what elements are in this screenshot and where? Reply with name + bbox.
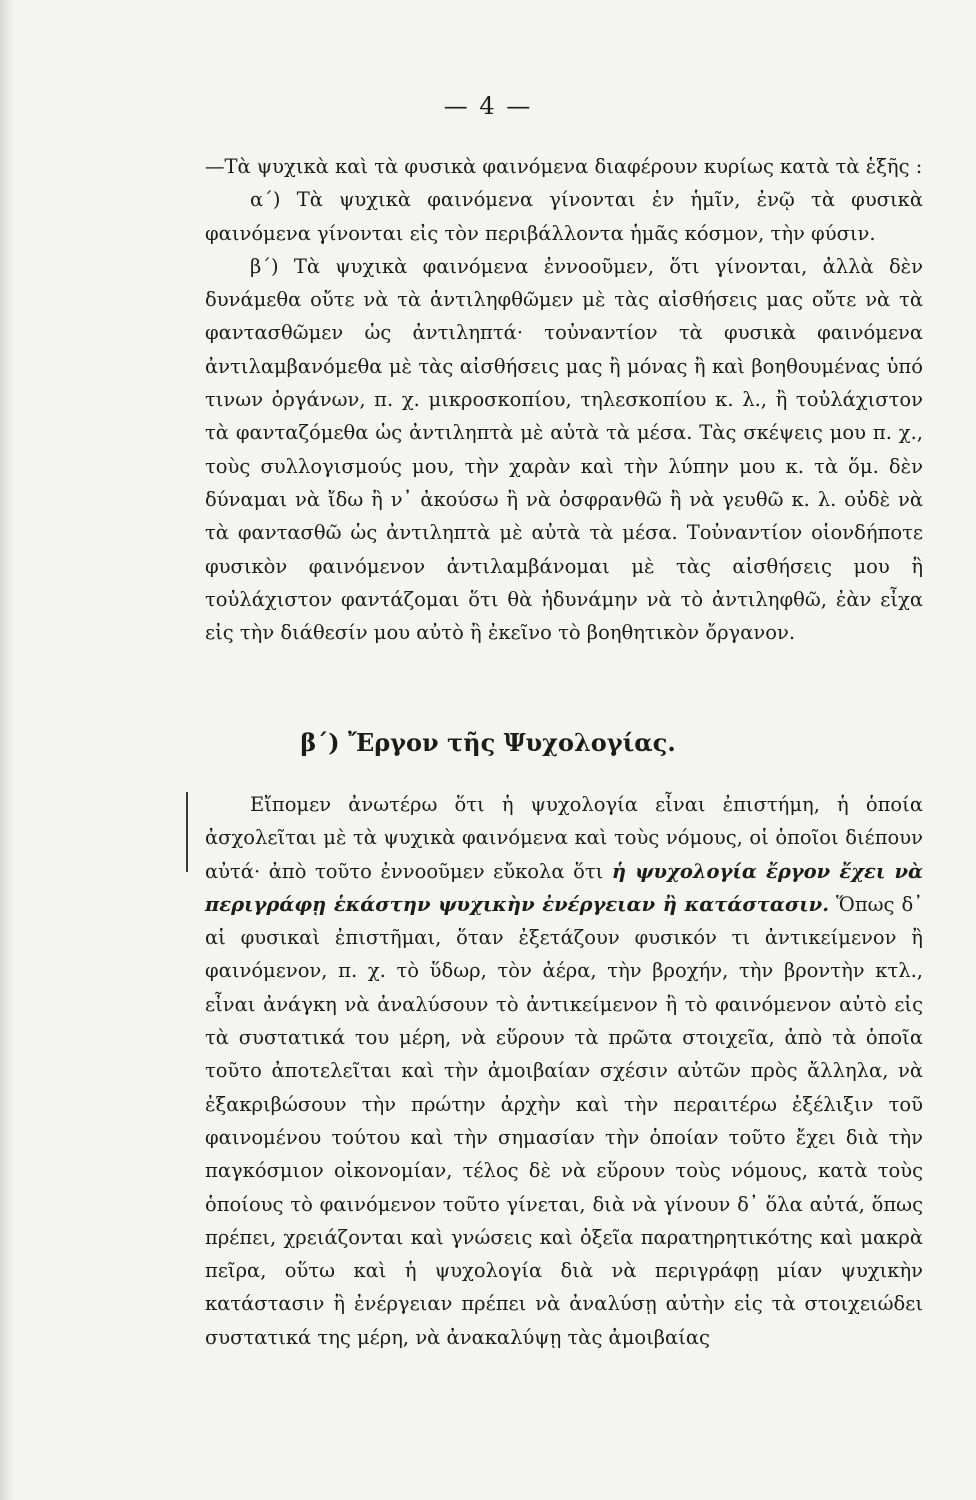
paragraph-point-a: α΄) Τὰ ψυχικὰ φαινόμενα γίνονται ἐν ἡμῖν, ἐνῷ τὰ φυσικὰ φαινόμενα γίνονται εἰς τὸν περιβάλλοντα ἡμᾶς κόσμον, τὴν φύσιν. <box>205 188 923 245</box>
page-number: — 4 — <box>443 92 533 120</box>
paragraph-task <box>205 788 923 1354</box>
text-block-task-of-psychology <box>205 788 923 1354</box>
task-intro-text: Εἴπομεν ἀνωτέρω ὅτι ἡ ψυχολογία εἶναι ἐπιστήμη, ἡ ὁποία ἀσχολεῖται μὲ τὰ ψυχικὰ φαινόμενα καὶ τοὺς νόμους, οἱ ὁποῖοι διέπουν αὐτά· ἀπὸ τοῦτο ἐννοοῦμεν εὔκολα ὅτι <box>205 793 923 883</box>
task-rest-text: Ὅπως δ᾽ αἱ φυσικαὶ ἐπιστῆμαι, ὅταν ἐξετάζουν φυσικόν τι ἀντικείμενον ἢ φαινόμενον, π. χ. τὸ ὕδωρ, τὸν ἀέρα, τὴν βροχήν, τὴν βροντὴν κτλ., εἶναι ἀνάγκη νὰ ἀναλύσουν τὸ ἀντικείμενον ἢ τὸ φαινόμενον αὐτὸ εἰς τὰ συστατικά του μέρη, νὰ εὕρουν τὰ πρῶτα στοιχεῖα, ἀπὸ τὰ ὁποῖα τοῦτο ἀποτελεῖται καὶ τὴν ἀμοιβαίαν σχέσιν αὐτῶν πρὸς ἄλληλα, νὰ ἐξακριβώσουν τὴν πρώτην ἀρχὴν καὶ τὴν περαιτέρω ἐξέλιξιν τοῦ φαινομένου τούτου καὶ τὴν σημασίαν τὴν ὁποίαν τοῦτο ἔχει διὰ τὴν παγκόσμιον οἰκονομίαν, τέλος δὲ νὰ εὕρουν τοὺς νόμους, κατὰ τοὺς ὁποίους τὸ φαινόμενον τοῦτο γίνεται, διὰ νὰ γίνουν δ᾽ ὅλα αὐτά, ὅπως πρέπει, χρειάζονται καὶ γνώσεις καὶ ὀξεῖα παρατηρητικότης καὶ μακρὰ πεῖρα, οὕτω καὶ ἡ ψυχολογία διὰ νὰ περιγράφῃ μίαν ψυχικὴν κατάστασιν ἢ ἐνέργειαν πρέπει νὰ ἀναλύσῃ αὐτὴν εἰς τὰ στοιχειώδει συστατικά της μέρη, νὰ ἀνακαλύψῃ τὰς ἀμοιβαίας <box>205 892 923 1349</box>
section-heading: β΄) Ἔργον τῆς Ψυχολογίας. <box>300 728 676 757</box>
task-emphasis-text: ἡ ψυχολογία ἔργον ἔχει νὰ περιγράφῃ ἑκάστην ψυχικὴν ἐνέργειαν ἢ κατάστασιν. <box>205 859 923 916</box>
paragraph-point-b: β΄) Τὰ ψυχικὰ φαινόμενα ἐννοοῦμεν, ὅτι γίνονται, ἀλλὰ δὲν δυνάμεθα οὔτε νὰ τὰ ἀντιληφθῶμεν μὲ τὰς αἰσθήσεις μας οὔτε νὰ τὰ φαντασθῶμεν ὡς ἀντιληπτά· τοὐναντίον τὰ φυσικὰ φαινόμενα ἀντιλαμβανόμεθα μὲ τὰς αἰσθήσεις μας ἢ μόνας ἢ καὶ βοηθουμένας ὑπό τινων ὀργάνων, π. χ. μικροσκοπίου, τηλεσκοπίου κ. λ., ἢ τοὐλάχιστον τὰ φανταζόμεθα ὡς ἀντιληπτὰ μὲ αὐτὰ τὰ μέσα. Τὰς σκέψεις μου π. χ., τοὺς συλλογισμούς μου, τὴν χαρὰν καὶ τὴν λύπην μου κ. τὰ ὅμ. δὲν δύναμαι νὰ ἴδω ἢ ν᾽ ἀκούσω ἢ νὰ ὀσφρανθῶ ἢ νὰ γευθῶ κ. λ. οὐδὲ νὰ τὰ φαντασθῶ ὡς ἀντιληπτὰ μὲ αὐτὰ τὰ μέσα. Τοὐναντίον οἱονδήποτε φυσικὸν φαινόμενον ἀντιλαμβάνομαι μὲ τὰς αἰσθήσεις μου ἢ τοὐλάχιστον φαντάζομαι ὅτι θὰ ἠδυνάμην νὰ τὸ ἀντιληφθῶ, ἐὰν εἶχα εἰς τὴν διάθεσίν μου αὐτὸ ἢ ἐκεῖνο τὸ βοηθητικὸν ὄργανον. <box>205 254 923 645</box>
paragraph-intro: —Τὰ ψυχικὰ καὶ τὰ φυσικὰ φαινόμενα διαφέρουν κυρίως κατὰ τὰ ἑξῆς : <box>205 155 923 178</box>
text-block-physical-vs-psychical <box>205 150 923 649</box>
margin-mark <box>186 792 188 872</box>
